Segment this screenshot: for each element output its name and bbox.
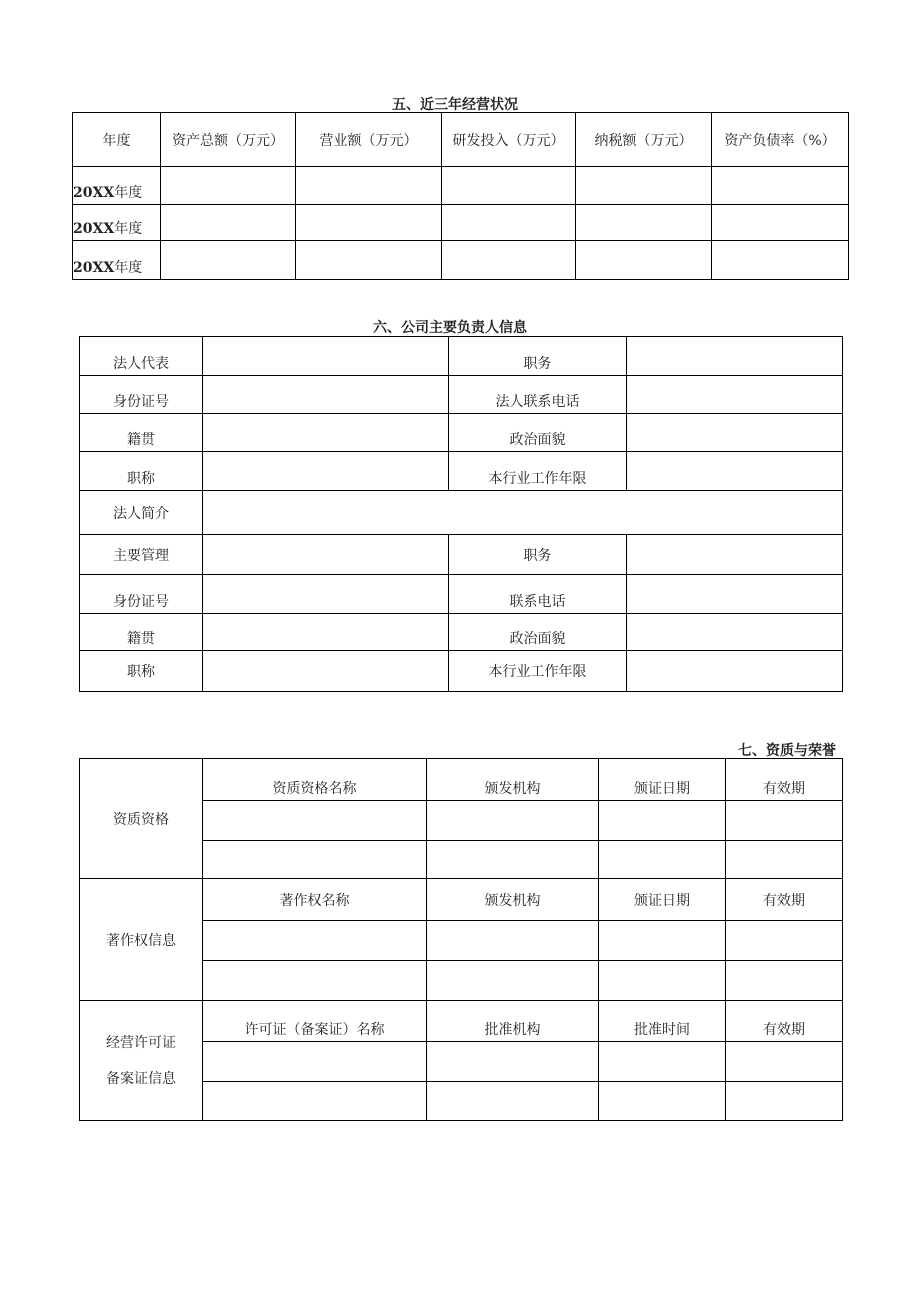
principal-info-table [79,336,843,692]
col-header-validity: 有效期 [726,879,843,921]
label-native-place: 籍贯 [80,614,203,651]
col-header-year: 年度 [73,113,161,167]
input-cell[interactable] [203,452,449,491]
year-suffix: 年度 [114,185,143,201]
col-header-issuer: 颁发机构 [427,879,599,921]
input-cell[interactable] [712,167,849,205]
label-license-line1: 经营许可证 [106,1034,176,1051]
section5-title: 五、近三年经营状况 [392,97,518,113]
input-cell[interactable] [203,376,449,414]
col-header-validity: 有效期 [726,759,843,801]
input-cell[interactable] [203,575,449,614]
input-cell[interactable] [203,614,449,651]
label-position: 职务 [449,535,627,575]
table-row [80,614,843,651]
table-row [80,452,843,491]
input-cell[interactable] [203,1082,427,1121]
input-cell[interactable] [161,167,296,205]
label-copyright: 著作权信息 [80,879,203,1001]
input-cell[interactable] [296,241,442,280]
input-cell[interactable] [712,205,849,241]
label-legal-intro: 法人简介 [80,491,203,535]
section7-title: 七、资质与荣誉 [738,743,836,759]
label-phone: 联系电话 [449,575,627,614]
input-cell[interactable] [627,337,843,376]
col-header-total-assets: 资产总额（万元） [161,113,296,167]
label-industry-years: 本行业工作年限 [449,651,627,692]
input-cell[interactable] [203,841,427,879]
input-cell[interactable] [203,414,449,452]
input-cell[interactable] [726,921,843,961]
table-row [80,376,843,414]
label-industry-years: 本行业工作年限 [449,452,627,491]
col-header-approver: 批准机构 [427,1001,599,1042]
col-header-copyright-name: 著作权名称 [203,879,427,921]
input-cell[interactable] [726,841,843,879]
table-row [80,575,843,614]
table-row [80,535,843,575]
input-cell[interactable] [203,961,427,1001]
input-cell[interactable] [161,205,296,241]
table-row [80,879,843,921]
label-id-number: 身份证号 [80,575,203,614]
label-political-status: 政治面貌 [449,414,627,452]
input-cell[interactable] [161,241,296,280]
input-cell[interactable] [599,921,726,961]
input-cell[interactable] [427,841,599,879]
input-cell[interactable] [203,921,427,961]
input-cell[interactable] [627,614,843,651]
label-main-manager: 主要管理 [80,535,203,575]
input-cell[interactable] [296,167,442,205]
input-cell[interactable] [442,241,576,280]
input-cell[interactable] [627,452,843,491]
input-cell[interactable] [627,376,843,414]
col-header-issuer: 颁发机构 [427,759,599,801]
input-cell[interactable] [627,575,843,614]
col-header-rd: 研发投入（万元） [442,113,576,167]
input-cell[interactable] [726,1082,843,1121]
input-cell[interactable] [442,167,576,205]
input-cell[interactable] [203,491,843,535]
input-cell[interactable] [427,801,599,841]
input-cell[interactable] [442,205,576,241]
label-position: 职务 [449,337,627,376]
input-cell[interactable] [203,651,449,692]
label-license [80,1001,203,1121]
input-cell[interactable] [296,205,442,241]
table-row [73,167,849,205]
year-suffix: 年度 [114,221,143,237]
col-header-license-name: 许可证（备案证）名称 [203,1001,427,1042]
col-header-issue-date: 颁证日期 [599,759,726,801]
input-cell[interactable] [203,801,427,841]
input-cell[interactable] [427,961,599,1001]
col-header-tax: 纳税额（万元） [576,113,712,167]
year-cell [73,241,161,280]
year-cell [73,205,161,241]
year-number: 20XX [73,221,115,237]
label-id-number: 身份证号 [80,376,203,414]
table-header-row [73,113,849,167]
table-row [73,241,849,280]
year-number: 20XX [73,260,115,276]
table-row [80,337,843,376]
label-job-title: 职称 [80,452,203,491]
input-cell[interactable] [627,651,843,692]
year-cell [73,167,161,205]
operations-table [72,112,849,280]
input-cell[interactable] [427,921,599,961]
input-cell[interactable] [726,801,843,841]
table-row [80,651,843,692]
input-cell[interactable] [427,1082,599,1121]
input-cell[interactable] [726,1042,843,1082]
input-cell[interactable] [599,801,726,841]
col-header-revenue: 营业额（万元） [296,113,442,167]
input-cell[interactable] [599,1082,726,1121]
year-suffix: 年度 [114,260,143,276]
col-header-issue-date: 颁证日期 [599,879,726,921]
label-job-title: 职称 [80,651,203,692]
label-legal-rep: 法人代表 [80,337,203,376]
table-row [80,1001,843,1042]
input-cell[interactable] [427,1042,599,1082]
label-qualification: 资质资格 [80,759,203,879]
qualifications-table [79,758,843,1121]
table-row [80,491,843,535]
col-header-qualification-name: 资质资格名称 [203,759,427,801]
input-cell[interactable] [627,535,843,575]
col-header-validity: 有效期 [726,1001,843,1042]
input-cell[interactable] [576,205,712,241]
input-cell[interactable] [203,1042,427,1082]
col-header-debt-ratio: 资产负债率（%） [712,113,849,167]
col-header-approval-date: 批准时间 [599,1001,726,1042]
input-cell[interactable] [599,1042,726,1082]
input-cell[interactable] [203,535,449,575]
input-cell[interactable] [576,241,712,280]
table-row [73,205,849,241]
table-row [80,759,843,801]
input-cell[interactable] [712,241,849,280]
section6-title: 六、公司主要负责人信息 [373,320,527,336]
table-row [80,414,843,452]
year-number: 20XX [73,185,115,201]
input-cell[interactable] [599,961,726,1001]
input-cell[interactable] [627,414,843,452]
input-cell[interactable] [576,167,712,205]
label-political-status: 政治面貌 [449,614,627,651]
label-license-line2: 备案证信息 [106,1070,176,1087]
input-cell[interactable] [203,337,449,376]
label-native-place: 籍贯 [80,414,203,452]
input-cell[interactable] [599,841,726,879]
label-legal-phone: 法人联系电话 [449,376,627,414]
input-cell[interactable] [726,961,843,1001]
